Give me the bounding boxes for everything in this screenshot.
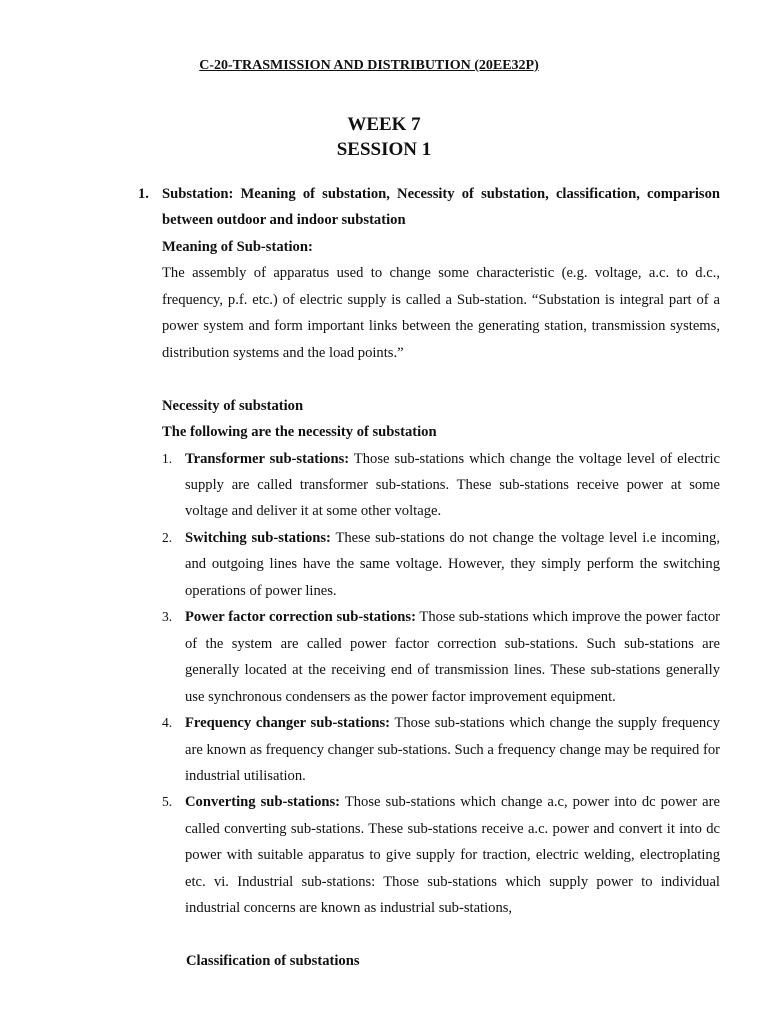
classification-heading: Classification of substations — [186, 953, 360, 970]
list-item — [162, 446, 720, 525]
item-number: 2. — [162, 529, 173, 545]
meaning-heading: Meaning of Sub-station: — [162, 238, 313, 255]
topic — [138, 181, 720, 234]
list-item — [162, 789, 720, 921]
necessity-subheading: The following are the necessity of substation — [162, 424, 437, 441]
item-number: 1. — [162, 450, 173, 466]
necessity-heading: Necessity of substation — [162, 397, 304, 414]
list-item — [162, 710, 720, 789]
item-term: Converting sub-stations: — [185, 794, 341, 811]
item-number: 4. — [162, 715, 173, 731]
week-title: WEEK 7 — [347, 114, 421, 135]
item-text: Those sub-stations which change the supply frequency are known as frequency changer sub-stations. Such a frequency change may be required for industrial utilisation. — [185, 715, 720, 784]
topic-text: Substation: Meaning of substation, Necessity of substation, classification, comparison between outdoor and indoor substation — [162, 186, 720, 229]
document-body — [138, 181, 720, 975]
item-number: 3. — [162, 609, 173, 625]
list-item — [162, 604, 720, 710]
document-header — [0, 58, 768, 74]
substation-types-list — [162, 446, 720, 922]
item-text: These sub-stations do not change the voltage level i.e incoming, and outgoing lines have the same voltage. However, they simply perform the switching operations of power lines. — [185, 529, 720, 599]
item-text: Those sub-stations which improve the power factor of the system are called power factor correction sub-stations. Such sub-stations are generally located at the receiving end of transmission lines. These sub-stations generally use synchronous condensers as the power factor improvement equipment. — [185, 609, 720, 705]
week-heading — [0, 112, 768, 162]
course-title: C-20-TRASMISSION AND DISTRIBUTION (20EE32P) — [199, 58, 539, 73]
meaning-text: The assembly of apparatus used to change some characteristic (e.g. voltage, a.c. to d.c., frequency, p.f. etc.) of electric supply is called a Sub-station. “Substation is integral part of a power system and form important links between the generating station, transmission systems, distribution systems and the load points.” — [162, 265, 720, 361]
session-title: SESSION 1 — [336, 139, 432, 160]
item-term: Power factor correction sub-stations: — [185, 609, 416, 626]
item-term: Transformer sub-stations: — [185, 450, 350, 467]
item-term: Frequency changer sub-stations: — [185, 715, 391, 732]
list-item — [162, 525, 720, 604]
item-text: Those sub-stations which change the voltage level of electric supply are called transformer sub-stations. These sub-stations receive power at some voltage and deliver it at some other voltage. — [185, 450, 720, 520]
topic-number: 1. — [138, 186, 149, 202]
item-term: Switching sub-stations: — [185, 529, 331, 546]
item-number: 5. — [162, 794, 173, 810]
item-text: Those sub-stations which change a.c, power into dc power are called converting sub-stations. These sub-stations receive a.c. power and convert it into dc power with suitable apparatus to give supply for traction, electric welding, electroplating etc. vi. Industrial sub-stations: Those sub-stations which supply power to individual industrial concerns are known as industrial sub-stations, — [185, 794, 720, 917]
